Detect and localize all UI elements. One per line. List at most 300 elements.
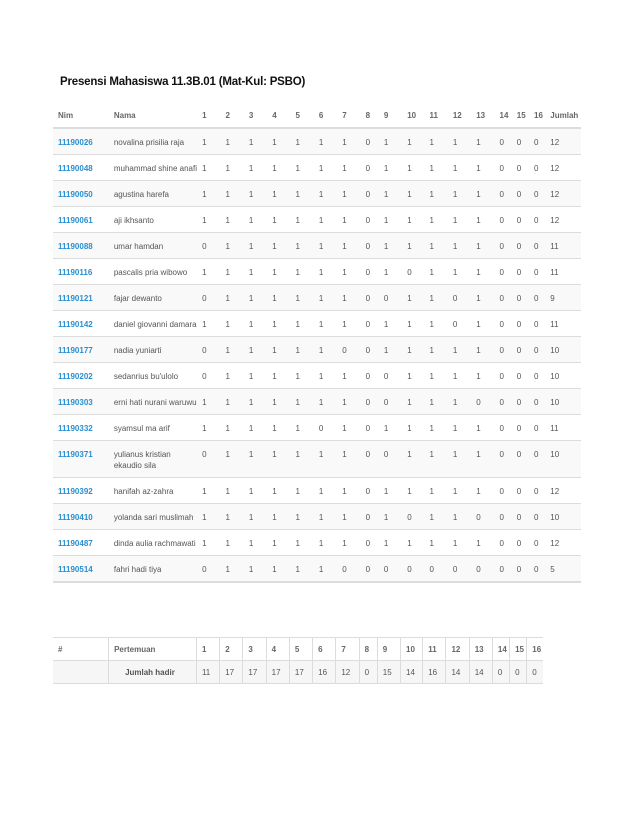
attendance-mark: 1	[471, 128, 494, 155]
student-name: hanifah az-zahra	[109, 478, 197, 504]
attendance-mark: 0	[529, 207, 545, 233]
attendance-mark: 0	[529, 155, 545, 181]
attendance-mark: 0	[529, 259, 545, 285]
attendance-mark: 1	[221, 389, 244, 415]
meeting-attendance-count: 17	[220, 661, 243, 684]
attendance-mark: 1	[197, 389, 220, 415]
attendance-mark: 1	[402, 389, 424, 415]
attendance-mark: 1	[425, 128, 448, 155]
student-name: muhammad shine anafi	[109, 155, 197, 181]
attendance-mark: 1	[197, 311, 220, 337]
attendance-mark: 1	[221, 363, 244, 389]
pertemuan-label: Pertemuan	[109, 638, 197, 661]
attendance-mark: 1	[379, 415, 402, 441]
attendance-mark: 0	[448, 556, 471, 583]
nim-link[interactable]: 11190303	[53, 389, 109, 415]
attendance-total: 10	[545, 441, 581, 478]
attendance-mark: 0	[495, 363, 512, 389]
attendance-mark: 0	[361, 415, 379, 441]
attendance-mark: 1	[197, 128, 220, 155]
attendance-mark: 0	[361, 259, 379, 285]
column-header: 2	[221, 103, 244, 128]
attendance-mark: 1	[267, 504, 290, 530]
attendance-mark: 1	[244, 233, 267, 259]
attendance-mark: 1	[291, 337, 314, 363]
meeting-attendance-count: 17	[266, 661, 289, 684]
column-header: 12	[448, 103, 471, 128]
attendance-total: 10	[545, 363, 581, 389]
meeting-attendance-count: 16	[423, 661, 446, 684]
nim-link[interactable]: 11190142	[53, 311, 109, 337]
attendance-mark: 1	[337, 233, 360, 259]
attendance-mark: 1	[244, 441, 267, 478]
attendance-mark: 0	[495, 233, 512, 259]
attendance-mark: 1	[291, 530, 314, 556]
attendance-mark: 0	[197, 441, 220, 478]
attendance-mark: 0	[529, 363, 545, 389]
attendance-mark: 1	[314, 181, 337, 207]
student-name: daniel giovanni damara	[109, 311, 197, 337]
attendance-mark: 0	[495, 556, 512, 583]
attendance-mark: 1	[471, 441, 494, 478]
attendance-mark: 1	[291, 285, 314, 311]
attendance-mark: 0	[512, 530, 529, 556]
attendance-mark: 0	[361, 311, 379, 337]
attendance-mark: 1	[425, 363, 448, 389]
student-row	[53, 207, 581, 233]
attendance-mark: 1	[448, 233, 471, 259]
attendance-mark: 1	[244, 415, 267, 441]
attendance-mark: 1	[448, 155, 471, 181]
nim-link[interactable]: 11190332	[53, 415, 109, 441]
attendance-mark: 0	[361, 478, 379, 504]
attendance-mark: 0	[379, 441, 402, 478]
nim-link[interactable]: 11190026	[53, 128, 109, 155]
attendance-mark: 1	[379, 233, 402, 259]
nim-link[interactable]: 11190088	[53, 233, 109, 259]
attendance-mark: 1	[244, 155, 267, 181]
attendance-mark: 1	[244, 207, 267, 233]
attendance-mark: 1	[337, 530, 360, 556]
nim-link[interactable]: 11190177	[53, 337, 109, 363]
attendance-mark: 1	[267, 363, 290, 389]
attendance-mark: 0	[197, 337, 220, 363]
attendance-mark: 0	[512, 556, 529, 583]
attendance-mark: 0	[529, 504, 545, 530]
attendance-mark: 0	[529, 128, 545, 155]
attendance-mark: 0	[512, 155, 529, 181]
attendance-mark: 0	[529, 530, 545, 556]
attendance-mark: 0	[529, 556, 545, 583]
attendance-mark: 0	[495, 181, 512, 207]
attendance-mark: 1	[425, 233, 448, 259]
attendance-mark: 0	[337, 337, 360, 363]
meeting-attendance-count: 17	[243, 661, 266, 684]
attendance-mark: 0	[512, 363, 529, 389]
student-name: fajar dewanto	[109, 285, 197, 311]
attendance-mark: 1	[402, 363, 424, 389]
attendance-mark: 1	[402, 285, 424, 311]
attendance-mark: 1	[402, 155, 424, 181]
nim-link[interactable]: 11190121	[53, 285, 109, 311]
attendance-mark: 0	[495, 155, 512, 181]
attendance-mark: 1	[314, 337, 337, 363]
attendance-mark: 1	[337, 128, 360, 155]
attendance-mark: 0	[379, 556, 402, 583]
attendance-mark: 0	[512, 337, 529, 363]
student-name: sedanrius bu'ulolo	[109, 363, 197, 389]
student-row	[53, 389, 581, 415]
column-header: 16	[529, 103, 545, 128]
page-title: Presensi Mahasiswa 11.3B.01 (Mat-Kul: PSBO)	[60, 76, 306, 88]
attendance-mark: 0	[361, 556, 379, 583]
meeting-number: 15	[510, 638, 527, 661]
student-row	[53, 478, 581, 504]
attendance-mark: 1	[197, 504, 220, 530]
attendance-mark: 1	[337, 155, 360, 181]
attendance-mark: 1	[379, 259, 402, 285]
attendance-mark: 1	[337, 478, 360, 504]
meeting-number: 9	[377, 638, 400, 661]
attendance-mark: 1	[402, 478, 424, 504]
student-row	[53, 311, 581, 337]
meeting-number: 3	[243, 638, 266, 661]
nim-link[interactable]: 11190371	[53, 441, 109, 478]
attendance-mark: 1	[425, 155, 448, 181]
meeting-attendance-count: 16	[313, 661, 336, 684]
attendance-mark: 1	[314, 259, 337, 285]
attendance-mark: 1	[379, 181, 402, 207]
attendance-mark: 0	[529, 441, 545, 478]
attendance-mark: 1	[379, 128, 402, 155]
attendance-mark: 1	[448, 181, 471, 207]
column-header: 3	[244, 103, 267, 128]
attendance-mark: 1	[197, 415, 220, 441]
attendance-mark: 0	[361, 233, 379, 259]
attendance-mark: 1	[267, 285, 290, 311]
attendance-mark: 1	[379, 207, 402, 233]
meeting-attendance-count: 0	[510, 661, 527, 684]
attendance-mark: 1	[291, 311, 314, 337]
student-row	[53, 363, 581, 389]
student-row	[53, 504, 581, 530]
attendance-mark: 1	[197, 207, 220, 233]
attendance-mark: 1	[221, 311, 244, 337]
attendance-mark: 1	[291, 233, 314, 259]
meeting-number: 6	[313, 638, 336, 661]
attendance-mark: 1	[337, 441, 360, 478]
empty-cell	[53, 661, 109, 684]
attendance-mark: 1	[314, 155, 337, 181]
attendance-mark: 1	[244, 530, 267, 556]
attendance-mark: 0	[448, 285, 471, 311]
attendance-mark: 0	[379, 363, 402, 389]
attendance-mark: 1	[425, 259, 448, 285]
attendance-mark: 1	[448, 363, 471, 389]
attendance-mark: 1	[402, 128, 424, 155]
attendance-mark: 1	[221, 504, 244, 530]
attendance-mark: 0	[529, 478, 545, 504]
attendance-mark: 1	[267, 233, 290, 259]
attendance-table	[53, 103, 581, 583]
attendance-mark: 1	[471, 478, 494, 504]
attendance-total: 12	[545, 478, 581, 504]
attendance-mark: 0	[361, 155, 379, 181]
attendance-mark: 1	[221, 556, 244, 583]
nim-link[interactable]: 11190050	[53, 181, 109, 207]
attendance-mark: 0	[471, 556, 494, 583]
attendance-mark: 1	[379, 337, 402, 363]
nim-link[interactable]: 11190514	[53, 556, 109, 583]
nim-link[interactable]: 11190048	[53, 155, 109, 181]
column-header: 6	[314, 103, 337, 128]
meeting-number: 8	[359, 638, 377, 661]
student-name: agustina harefa	[109, 181, 197, 207]
column-header: Jumlah	[545, 103, 581, 128]
attendance-mark: 1	[379, 530, 402, 556]
attendance-mark: 1	[221, 415, 244, 441]
attendance-mark: 1	[471, 155, 494, 181]
attendance-mark: 1	[314, 285, 337, 311]
attendance-mark: 1	[221, 207, 244, 233]
student-row	[53, 556, 581, 583]
attendance-mark: 1	[425, 478, 448, 504]
attendance-mark: 0	[512, 259, 529, 285]
attendance-mark: 1	[402, 441, 424, 478]
column-header: 10	[402, 103, 424, 128]
attendance-mark: 1	[221, 128, 244, 155]
attendance-mark: 1	[197, 530, 220, 556]
meeting-number: 7	[336, 638, 359, 661]
attendance-mark: 1	[314, 128, 337, 155]
nim-link[interactable]: 11190116	[53, 259, 109, 285]
nim-link[interactable]: 11190410	[53, 504, 109, 530]
attendance-mark: 0	[512, 311, 529, 337]
nim-link[interactable]: 11190392	[53, 478, 109, 504]
attendance-mark: 0	[361, 207, 379, 233]
attendance-mark: 0	[512, 441, 529, 478]
attendance-total: 9	[545, 285, 581, 311]
attendance-mark: 1	[267, 207, 290, 233]
attendance-mark: 1	[337, 285, 360, 311]
column-header: 11	[425, 103, 448, 128]
meeting-number: 2	[220, 638, 243, 661]
meeting-number: 4	[266, 638, 289, 661]
attendance-mark: 1	[244, 363, 267, 389]
column-header: 9	[379, 103, 402, 128]
attendance-mark: 1	[425, 504, 448, 530]
attendance-mark: 0	[495, 441, 512, 478]
attendance-mark: 1	[379, 311, 402, 337]
student-row	[53, 415, 581, 441]
attendance-mark: 1	[425, 311, 448, 337]
column-header: 14	[495, 103, 512, 128]
meeting-number: 16	[527, 638, 543, 661]
attendance-mark: 1	[267, 128, 290, 155]
attendance-mark: 0	[495, 389, 512, 415]
attendance-mark: 1	[448, 504, 471, 530]
attendance-mark: 1	[379, 155, 402, 181]
attendance-mark: 1	[448, 337, 471, 363]
meeting-summary-table	[53, 637, 543, 684]
meeting-attendance-count: 14	[401, 661, 423, 684]
attendance-mark: 0	[529, 389, 545, 415]
student-row	[53, 285, 581, 311]
attendance-mark: 1	[448, 415, 471, 441]
attendance-mark: 0	[495, 128, 512, 155]
attendance-mark: 0	[512, 285, 529, 311]
nim-link[interactable]: 11190202	[53, 363, 109, 389]
attendance-total: 11	[545, 259, 581, 285]
student-name: novalina prisilia raja	[109, 128, 197, 155]
attendance-mark: 1	[425, 530, 448, 556]
column-header: Nim	[53, 103, 109, 128]
attendance-mark: 1	[314, 530, 337, 556]
attendance-mark: 1	[267, 337, 290, 363]
attendance-mark: 1	[291, 207, 314, 233]
student-row	[53, 233, 581, 259]
attendance-mark: 1	[291, 556, 314, 583]
attendance-mark: 1	[314, 504, 337, 530]
attendance-mark: 0	[361, 389, 379, 415]
attendance-total: 10	[545, 504, 581, 530]
attendance-mark: 0	[361, 337, 379, 363]
attendance-mark: 1	[337, 311, 360, 337]
attendance-mark: 1	[471, 233, 494, 259]
attendance-mark: 0	[337, 556, 360, 583]
meeting-header-row	[53, 638, 543, 661]
student-name: erni hati nurani waruwu	[109, 389, 197, 415]
attendance-total: 11	[545, 311, 581, 337]
attendance-mark: 1	[221, 285, 244, 311]
student-name: aji ikhsanto	[109, 207, 197, 233]
attendance-mark: 1	[337, 207, 360, 233]
student-row	[53, 259, 581, 285]
column-header: 1	[197, 103, 220, 128]
meeting-number: 11	[423, 638, 446, 661]
attendance-mark: 1	[471, 337, 494, 363]
column-header: 15	[512, 103, 529, 128]
attendance-mark: 1	[221, 155, 244, 181]
attendance-mark: 0	[471, 504, 494, 530]
attendance-total: 10	[545, 337, 581, 363]
attendance-mark: 1	[402, 207, 424, 233]
attendance-mark: 0	[512, 181, 529, 207]
attendance-mark: 1	[221, 441, 244, 478]
attendance-mark: 1	[471, 259, 494, 285]
attendance-mark: 1	[244, 478, 267, 504]
nim-link[interactable]: 11190487	[53, 530, 109, 556]
attendance-mark: 0	[512, 478, 529, 504]
attendance-mark: 1	[425, 181, 448, 207]
attendance-mark: 1	[448, 207, 471, 233]
attendance-mark: 1	[402, 530, 424, 556]
attendance-mark: 1	[314, 441, 337, 478]
attendance-mark: 1	[448, 441, 471, 478]
attendance-mark: 1	[267, 259, 290, 285]
student-name: yolanda sari muslimah	[109, 504, 197, 530]
attendance-mark: 1	[314, 207, 337, 233]
student-row	[53, 337, 581, 363]
attendance-mark: 1	[244, 285, 267, 311]
attendance-mark: 1	[402, 181, 424, 207]
attendance-mark: 1	[471, 285, 494, 311]
attendance-mark: 1	[471, 181, 494, 207]
attendance-mark: 0	[471, 389, 494, 415]
attendance-mark: 1	[291, 504, 314, 530]
attendance-mark: 1	[221, 530, 244, 556]
attendance-mark: 0	[495, 504, 512, 530]
jumlah-hadir-label: Jumlah hadir	[109, 661, 197, 684]
attendance-mark: 1	[267, 441, 290, 478]
attendance-total: 11	[545, 415, 581, 441]
attendance-mark: 0	[512, 128, 529, 155]
attendance-mark: 1	[244, 389, 267, 415]
meeting-attendance-count: 15	[377, 661, 400, 684]
attendance-mark: 1	[221, 337, 244, 363]
meeting-number: 5	[289, 638, 312, 661]
attendance-mark: 1	[402, 311, 424, 337]
attendance-mark: 1	[402, 415, 424, 441]
attendance-mark: 0	[402, 556, 424, 583]
attendance-mark: 0	[529, 233, 545, 259]
attendance-mark: 0	[495, 530, 512, 556]
attendance-mark: 1	[425, 415, 448, 441]
attendance-total: 10	[545, 389, 581, 415]
nim-link[interactable]: 11190061	[53, 207, 109, 233]
attendance-mark: 1	[471, 311, 494, 337]
attendance-mark: 1	[244, 504, 267, 530]
attendance-mark: 0	[361, 441, 379, 478]
attendance-mark: 0	[512, 389, 529, 415]
attendance-mark: 1	[314, 478, 337, 504]
attendance-mark: 1	[337, 363, 360, 389]
attendance-mark: 1	[425, 285, 448, 311]
attendance-mark: 1	[471, 363, 494, 389]
attendance-total: 12	[545, 128, 581, 155]
attendance-mark: 0	[314, 415, 337, 441]
attendance-mark: 0	[361, 285, 379, 311]
attendance-mark: 0	[402, 504, 424, 530]
attendance-total: 12	[545, 530, 581, 556]
attendance-mark: 1	[244, 556, 267, 583]
attendance-total: 12	[545, 181, 581, 207]
attendance-mark: 0	[361, 181, 379, 207]
attendance-mark: 1	[425, 441, 448, 478]
attendance-mark: 0	[529, 285, 545, 311]
attendance-mark: 1	[314, 363, 337, 389]
attendance-mark: 0	[495, 285, 512, 311]
attendance-mark: 1	[267, 181, 290, 207]
attendance-mark: 1	[244, 128, 267, 155]
attendance-mark: 1	[267, 556, 290, 583]
meeting-attendance-count: 0	[527, 661, 543, 684]
student-row	[53, 441, 581, 478]
attendance-mark: 1	[291, 441, 314, 478]
attendance-mark: 1	[291, 389, 314, 415]
attendance-mark: 1	[197, 259, 220, 285]
attendance-mark: 0	[197, 556, 220, 583]
attendance-mark: 1	[425, 337, 448, 363]
student-name: nadia yuniarti	[109, 337, 197, 363]
attendance-mark: 1	[221, 233, 244, 259]
attendance-mark: 1	[291, 363, 314, 389]
attendance-mark: 1	[267, 311, 290, 337]
hash-label: #	[53, 638, 109, 661]
attendance-mark: 0	[361, 128, 379, 155]
attendance-mark: 1	[337, 504, 360, 530]
meeting-number: 13	[469, 638, 492, 661]
